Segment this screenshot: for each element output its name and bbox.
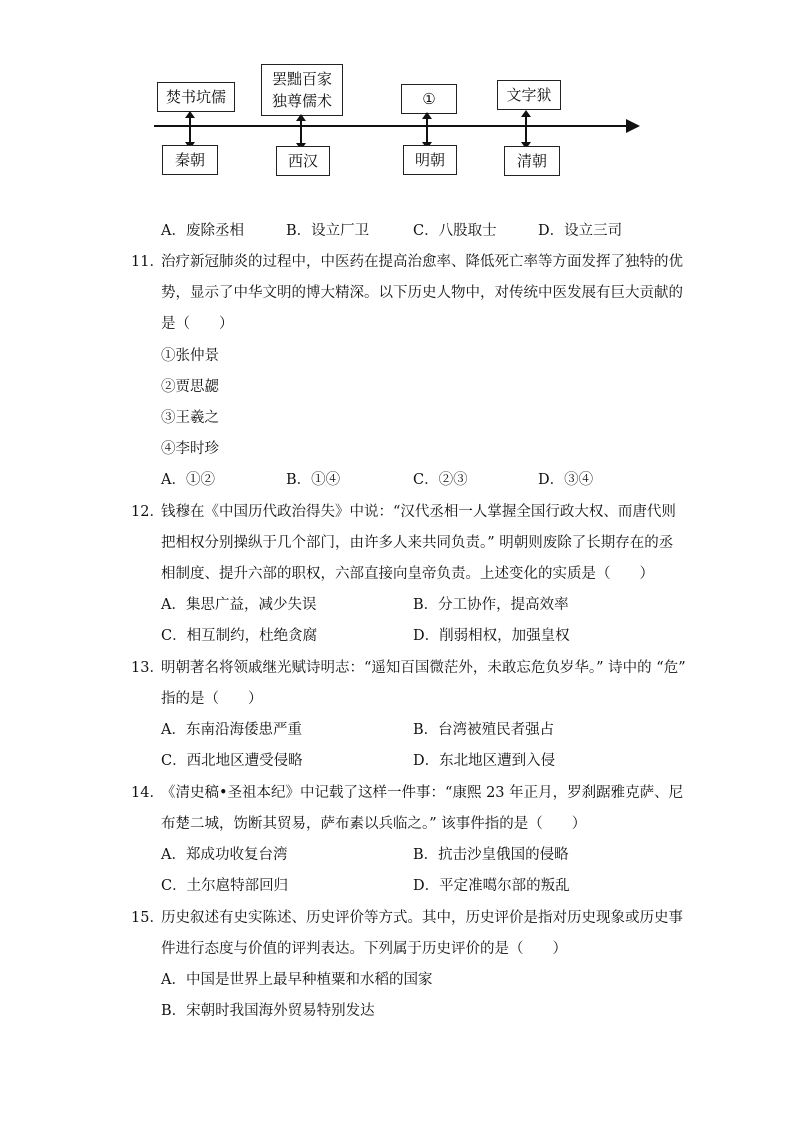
- q11-item-4: ④李时珍: [161, 441, 219, 457]
- q14-option-b[interactable]: B．抗击沙皇俄国的侵略: [413, 847, 569, 863]
- q10-option-d[interactable]: D．设立三司: [538, 223, 623, 239]
- timeline-top-box-ming: ①: [401, 84, 457, 114]
- q11-option-d[interactable]: D．③④: [538, 472, 594, 488]
- q15-stem-line-1: 历史叙述有史实陈述、历史评价等方式。其中，历史评价是指对历史现象或历史事: [161, 910, 683, 926]
- q11-item-3: ③王羲之: [161, 410, 219, 426]
- q11-option-c[interactable]: C．②③: [413, 472, 468, 488]
- timeline-top-box-xihan: 罢黜百家 独尊儒术: [261, 64, 343, 116]
- timeline-axis: [154, 125, 632, 127]
- q12-number: 12．: [131, 504, 164, 520]
- timeline-top-box-qing: 文字狱: [497, 80, 561, 110]
- q12-option-a[interactable]: A．集思广益，减少失误: [161, 597, 317, 613]
- q15-stem-line-2: 件进行态度与价值的评判表达。下列属于历史评价的是（ ）: [161, 941, 567, 957]
- q13-stem-line-2: 指的是（ ）: [161, 691, 263, 707]
- q11-stem-line-2: 势，显示了中华文明的博大精深。以下历史人物中，对传统中医发展有巨大贡献的: [161, 285, 683, 301]
- q15-option-b[interactable]: B．宋朝时我国海外贸易特别发达: [161, 1003, 375, 1019]
- timeline-bottom-box-ming: 明朝: [403, 145, 457, 175]
- connector-qin: [189, 117, 191, 143]
- q12-stem-line-3: 相制度、提升六部的职权，六部直接向皇帝负责。上述变化的实质是（ ）: [161, 566, 654, 582]
- q11-item-1: ①张仲景: [161, 348, 219, 364]
- connector-ming: [426, 118, 428, 143]
- q11-item-2: ②贾思勰: [161, 379, 219, 395]
- q10-option-a[interactable]: A．废除丞相: [161, 223, 244, 239]
- timeline-bottom-box-qing: 清朝: [504, 146, 560, 176]
- q12-stem-line-2: 把相权分别操纵于几个部门，由许多人来共同负责。” 明朝则废除了长期存在的丞: [161, 535, 674, 551]
- q10-option-b[interactable]: B．设立厂卫: [286, 223, 370, 239]
- q14-option-a[interactable]: A．郑成功收复台湾: [161, 847, 288, 863]
- q13-option-c[interactable]: C．西北地区遭受侵略: [161, 753, 303, 769]
- q14-stem-line-1: 《清史稿•圣祖本纪》中记载了这样一件事：“康熙 23 年正月，罗刹踞雅克萨、尼: [161, 785, 684, 801]
- q12-option-c[interactable]: C．相互制约，杜绝贪腐: [161, 628, 318, 644]
- q10-option-c[interactable]: C．八股取士: [413, 223, 497, 239]
- q14-stem-line-2: 布楚二城，饬断其贸易，萨布素以兵临之。” 该事件指的是（ ）: [161, 816, 587, 832]
- q11-stem-line-3: 是（ ）: [161, 316, 234, 332]
- q15-number: 15．: [131, 910, 164, 926]
- connector-qing: [525, 116, 527, 143]
- q12-option-b[interactable]: B．分工协作，提高效率: [413, 597, 569, 613]
- timeline-top-box-qin: 焚书坑儒: [157, 82, 235, 112]
- q11-option-a[interactable]: A．①②: [161, 472, 215, 488]
- q15-option-a[interactable]: A．中国是世界上最早种植粟和水稻的国家: [161, 972, 433, 988]
- timeline-arrow-icon: [626, 119, 640, 133]
- timeline-diagram: [0, 0, 793, 200]
- q13-number: 13．: [131, 660, 164, 676]
- timeline-bottom-box-xihan: 西汉: [276, 146, 330, 176]
- q12-option-d[interactable]: D．削弱相权，加强皇权: [413, 628, 570, 644]
- connector-xihan: [300, 120, 302, 144]
- q11-stem-line-1: 治疗新冠肺炎的过程中，中医药在提高治愈率、降低死亡率等方面发挥了独特的优: [161, 254, 683, 270]
- q11-option-b[interactable]: B．①④: [286, 472, 341, 488]
- q13-option-a[interactable]: A．东南沿海倭患严重: [161, 722, 302, 738]
- q13-option-d[interactable]: D．东北地区遭到入侵: [413, 753, 556, 769]
- q13-option-b[interactable]: B．台湾被殖民者强占: [413, 722, 555, 738]
- q14-number: 14．: [131, 785, 164, 801]
- q12-stem-line-1: 钱穆在《中国历代政治得失》中说：“汉代丞相一人掌握全国行政大权、而唐代则: [161, 504, 676, 520]
- q14-option-c[interactable]: C．土尔扈特部回归: [161, 878, 289, 894]
- q11-number: 11．: [131, 254, 164, 270]
- q13-stem-line-1: 明朝著名将领戚继光赋诗明志：“遥知百国微茫外，未敢忘危负岁华。” 诗中的 “危”: [161, 660, 686, 676]
- timeline-bottom-box-qin: 秦朝: [162, 145, 218, 175]
- q14-option-d[interactable]: D．平定准噶尔部的叛乱: [413, 878, 570, 894]
